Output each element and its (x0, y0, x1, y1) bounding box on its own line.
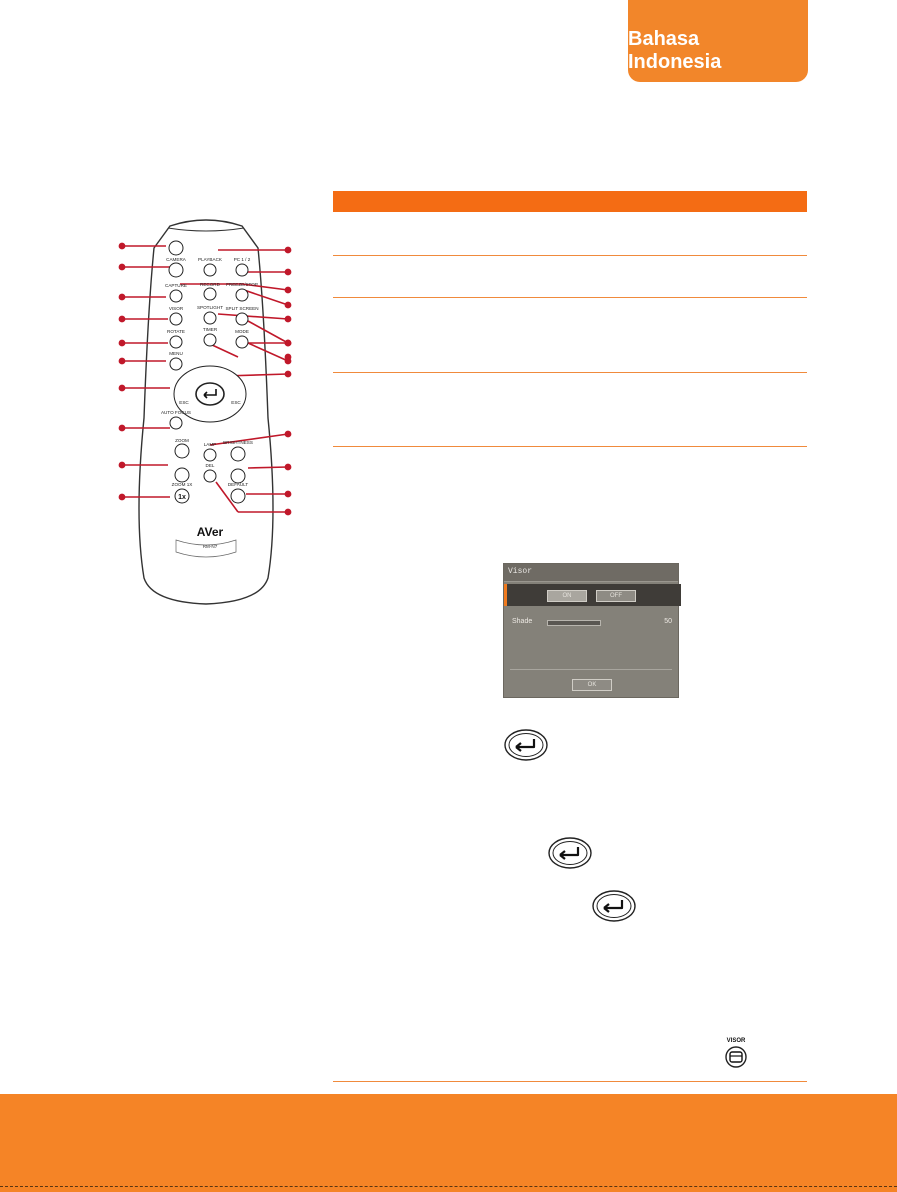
label-brightness: BRIGHTNESS (223, 440, 253, 445)
label-rotate: ROTATE (167, 329, 185, 334)
label-autofocus: AUTO FOCUS (160, 410, 192, 415)
label-capture: CAPTURE (165, 283, 187, 288)
enter-icon (590, 889, 638, 923)
page-footer-band (0, 1094, 897, 1192)
language-label: Bahasa Indonesia (628, 28, 722, 73)
label-zoom: ZOOM (175, 438, 189, 443)
label-menu: MENU (169, 351, 183, 356)
osd-selected-row (504, 584, 681, 606)
remote-model: RM-N7 (202, 544, 218, 549)
enter-icon (502, 728, 550, 762)
label-default: DEFAULT (227, 482, 249, 487)
table-row-divider (333, 255, 807, 256)
table-row-divider (333, 446, 807, 447)
label-lamp: LAMP (203, 442, 217, 447)
osd-ok-button[interactable]: OK (572, 679, 612, 691)
osd-titlebar (504, 564, 678, 582)
osd-title: Visor (508, 567, 533, 576)
osd-shade-value: 50 (664, 618, 672, 625)
table-row-divider (333, 297, 807, 298)
label-esc-left: ESC (179, 400, 189, 405)
label-del: DEL (205, 463, 215, 468)
osd-on-button[interactable]: ON (547, 590, 587, 602)
label-spotlight: SPOTLIGHT (196, 305, 224, 310)
label-pc: PC 1 / 2 (233, 257, 251, 262)
footer-dashed-line (0, 1186, 897, 1188)
table-row-divider (333, 372, 807, 373)
label-split: SPLIT SCREEN (225, 306, 259, 311)
label-esc-right: ESC (231, 400, 241, 405)
label-freeze: FREEZE/STOP (226, 282, 258, 287)
label-timer: TIMER (202, 327, 218, 332)
language-tab (628, 0, 808, 82)
label-camera: CAMERA (166, 257, 186, 262)
label-record: RECORD (200, 282, 220, 287)
osd-shade-label: Shade (512, 618, 533, 625)
label-one-x: 1x (178, 494, 186, 501)
label-playback: PLAYBACK (198, 257, 222, 262)
label-visor: VISOR (168, 306, 184, 311)
label-zoom1x: ZOOM 1X (171, 482, 193, 487)
remote-brand: AVer (196, 525, 224, 539)
table-row-divider (333, 1081, 807, 1082)
table-header-bar (333, 191, 807, 212)
visor-osd-screenshot (503, 563, 679, 698)
visor-icon-caption: VISOR (726, 1038, 746, 1044)
label-mode: MODE (235, 329, 249, 334)
visor-icon (720, 1035, 752, 1069)
enter-icon (546, 836, 594, 870)
osd-separator (510, 669, 672, 670)
osd-off-button[interactable]: OFF (596, 590, 636, 602)
remote-control-illustration (118, 218, 293, 608)
osd-shade-slider[interactable] (547, 620, 601, 626)
